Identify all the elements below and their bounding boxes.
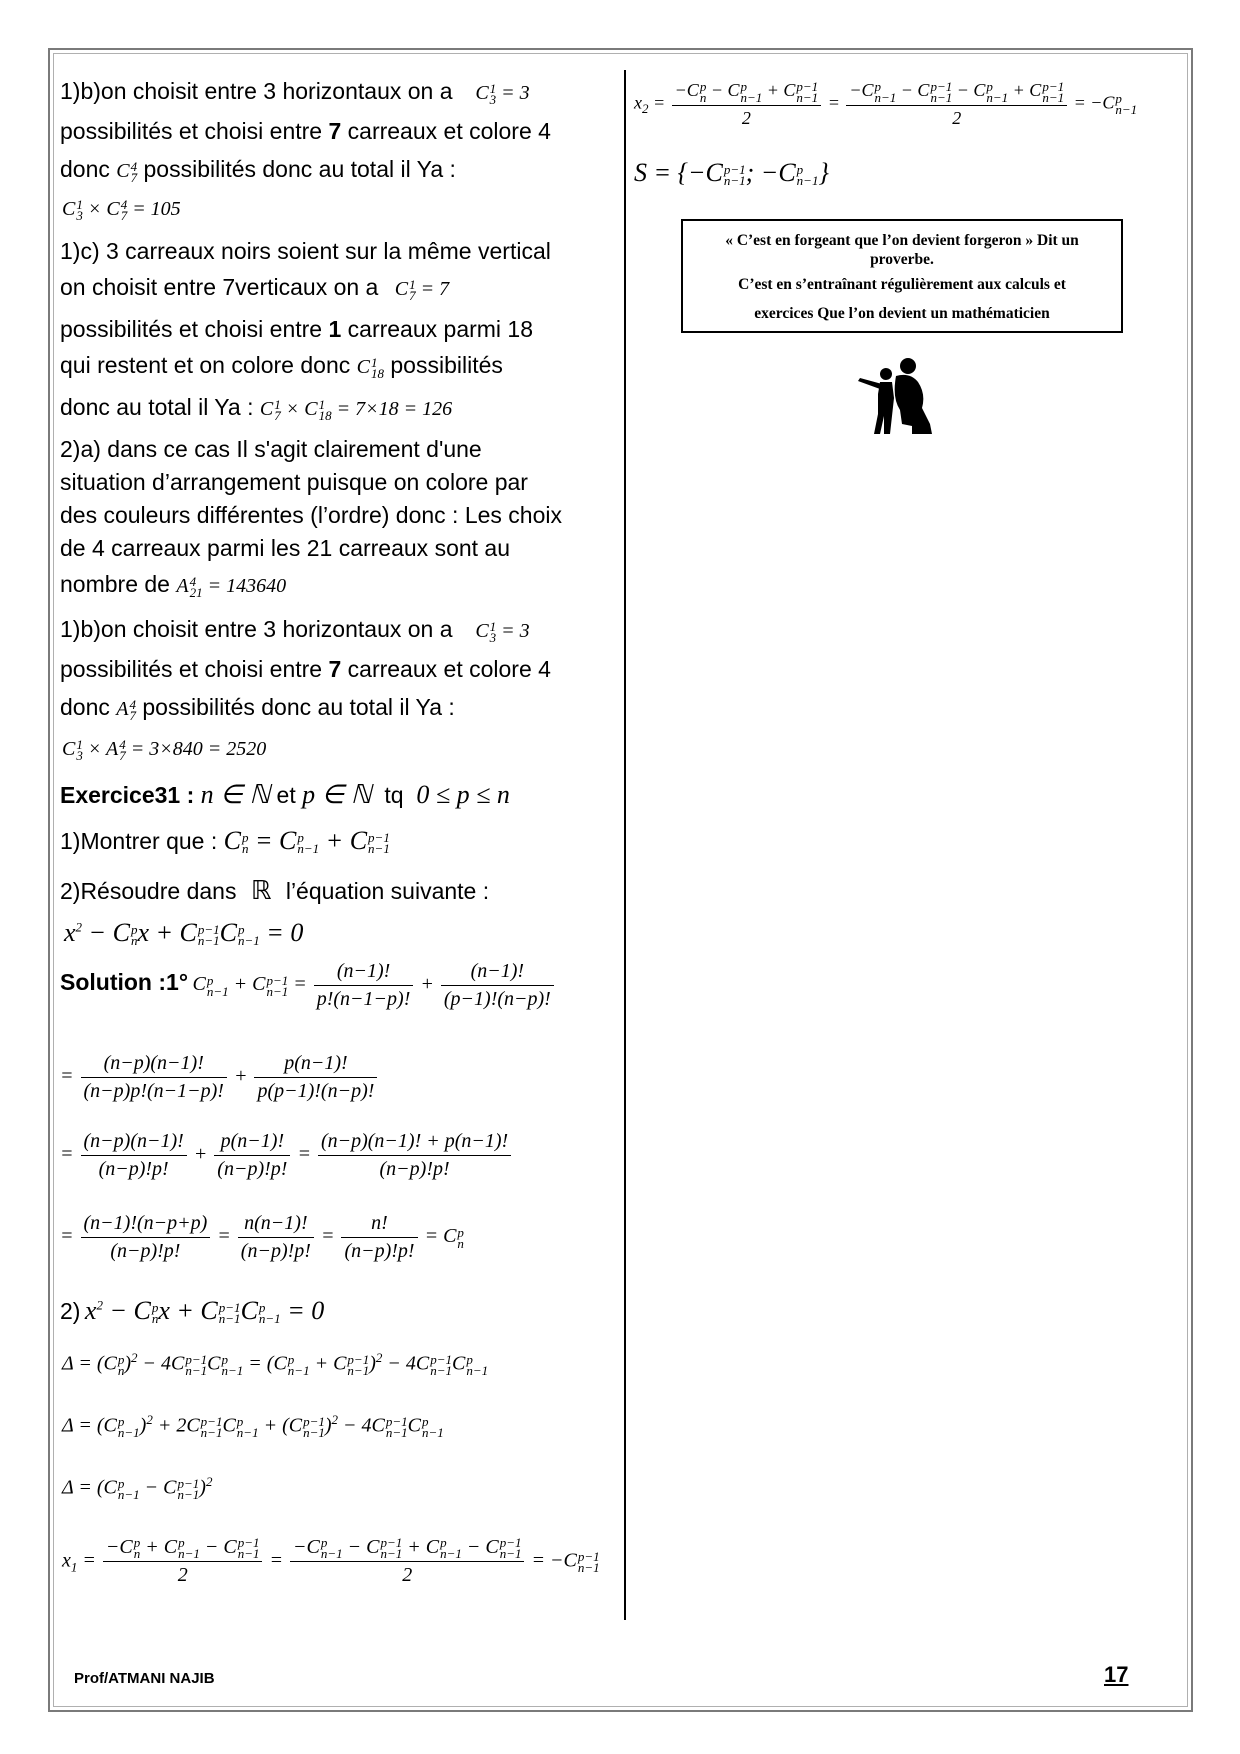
delta-line1: Δ = (C p n )$^2$ − 4C p−1 n−1 C p n−1 = (C p n−1 + C p−1 n−1 )$^2$ − 4C p−1 n−1 C p n−1 (62, 1350, 489, 1379)
p2a-line1: 2)a) dans ce cas Il s'agit clairement d'une (60, 436, 482, 462)
page-number: 17 (1104, 1662, 1129, 1687)
exercise-question2: 2)Résoudre dans ℝ l’équation suivante : (60, 876, 490, 905)
root-x1: $x_1$ = −C p n + C p n−1 − C p−1 n−1 2 = −C p n−1 − C p−1 n−1 + C p n−1 − C p−1 n−1 2 = −C p−1 n−1 (62, 1535, 600, 1587)
adult-child-silhouette-icon (852, 354, 938, 436)
author-name: Prof/ATMANI NAJIB (74, 1670, 215, 1687)
proverb-line4: exercices Que l’on devient un mathématicien (754, 305, 1050, 322)
p1-line1: 1)b)on choisit entre 3 horizontaux on a C 1 3 = 3 (60, 78, 530, 108)
p1c-line3: possibilités et choisi entre 1 carreaux parmi 18 (60, 316, 534, 342)
p1c-line5: donc au total il Ya : C 1 7 × C 1 18 = 7×18 = 126 (60, 394, 453, 424)
p2b-line3: donc A 4 7 possibilités donc au total il Ya : (60, 694, 455, 724)
p2a-line4: de 4 carreaux parmi les 21 carreaux sont au (60, 535, 511, 561)
solution-part2-equation: 2) $x^2 - C$ p n x + C p−1 n−1 C p n−1 = 0 (60, 1296, 325, 1327)
p1-result: C 1 3 × C 4 7 = 105 (62, 197, 181, 224)
proverb-line3: C’est en s’entraînant régulièrement aux calculs et (738, 276, 1066, 293)
delta-line2: Δ = (C p n−1 )$^2$ + 2C p−1 n−1 C p n−1 + (C p−1 n−1 )$^2$ − 4C p−1 n−1 C p n−1 (62, 1412, 444, 1441)
p1c-line4: qui restent et on colore donc C 1 18 possibilités (60, 352, 503, 382)
p2b-result: C 1 3 × A 4 7 = 3×840 = 2520 (62, 737, 267, 764)
column-divider (624, 70, 626, 1620)
exercise-question1: 1)Montrer que : C p n = C p n−1 + C p−1 n−1 (60, 826, 390, 857)
solution-line3: = $\frac{(n-p)(n-1)!}{(n-p)!p!}$ + $\frac{p(n-1)!}{(n-p)!p!}$ = $\frac{(n-p)(n-1)! + p(n-1)!}{(n-p)!p!}$ (60, 1130, 513, 1181)
solution-set: S = {−C p−1 n−1 ; −C p n−1 } (634, 158, 829, 189)
p1-line2: possibilités et choisi entre 7 carreaux et colore 4 (60, 118, 551, 144)
solution-line2: = $\frac{(n-p)(n-1)!}{(n-p)p!(n-1-p)!}$ + $\frac{p(n-1)!}{p(p-1)!(n-p)!}$ (60, 1052, 379, 1103)
proverb-line1: « C’est en forgeant que l’on devient forgeron » Dit un (725, 232, 1079, 249)
p2b-line1: 1)b)on choisit entre 3 horizontaux on a C 1 3 = 3 (60, 616, 530, 646)
delta-line3: Δ = (C p n−1 − C p−1 n−1 )$^2$ (62, 1474, 213, 1503)
p2a-line2: situation d’arrangement puisque on colore par (60, 469, 528, 495)
p2a-line3: des couleurs différentes (l’ordre) donc : Les choix (60, 502, 563, 528)
p1c-line1: 1)c) 3 carreaux noirs soient sur la même vertical (60, 238, 551, 264)
proverb-box (681, 219, 1123, 333)
solution-line4: = $\frac{(n-1)!(n-p+p)}{(n-p)!p!}$ = $\frac{n(n-1)!}{(n-p)!p!}$ = $\frac{n!}{(n-p)!p!}$ = C p n (60, 1212, 464, 1262)
p1c-line2: on choisit entre 7verticaux on a C 1 7 = 7 (60, 274, 450, 304)
p2b-line2: possibilités et choisi entre 7 carreaux et colore 4 (60, 656, 551, 682)
exercise-statement: Exercice31 : n ∈ ℕ et p ∈ ℕ tq 0 ≤ p ≤ n (60, 780, 510, 809)
proverb-line2: proverbe. (870, 251, 934, 268)
p2a-line5: nombre de A 4 21 = 143640 (60, 571, 287, 601)
root-x2: $x_2$ = −C p n − C p n−1 + C p−1 n−1 2 = −C p n−1 − C p−1 n−1 − C p n−1 + C p−1 n−1 2 = −C p n−1 (634, 78, 1138, 128)
solution-line1: Solution :1° C p n−1 + C p−1 n−1 = $\frac{(n-1)!}{p!(n-1-p)!}$ + $\frac{(n-1)!}{(p-1)!(n-p)!}$ (60, 960, 556, 1011)
p1-line3: donc C 4 7 possibilités donc au total il Ya : (60, 156, 456, 186)
exercise-equation: $x^2 - C$ p n x + C p−1 n−1 C p n−1 = 0 (64, 918, 304, 949)
